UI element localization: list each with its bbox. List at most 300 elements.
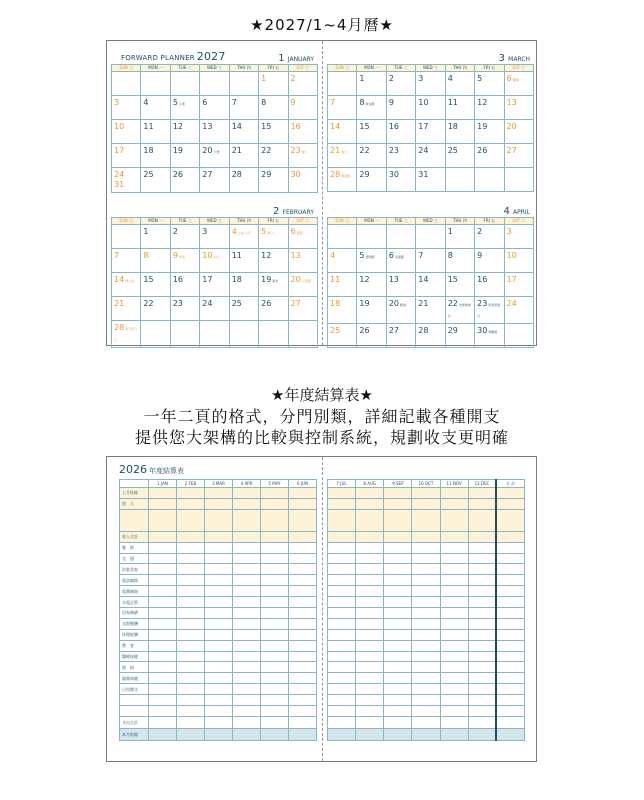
amount-cell[interactable] <box>261 509 289 531</box>
amount-cell[interactable] <box>496 651 524 662</box>
amount-cell[interactable] <box>468 608 496 619</box>
amount-cell[interactable] <box>177 553 205 564</box>
amount-cell[interactable] <box>328 716 356 728</box>
amount-cell[interactable] <box>468 640 496 651</box>
amount-cell[interactable] <box>468 575 496 586</box>
amount-cell[interactable] <box>233 608 261 619</box>
amount-cell[interactable] <box>205 597 233 608</box>
day-number: 22 <box>447 299 458 308</box>
annual-summary-spread <box>106 456 537 762</box>
amount-cell[interactable] <box>261 728 289 740</box>
day-cell <box>170 168 199 193</box>
amount-cell[interactable] <box>177 608 205 619</box>
amount-cell[interactable] <box>468 662 496 673</box>
day-cell <box>357 273 386 297</box>
amount-cell[interactable] <box>356 706 384 717</box>
weekday-header: SUN 日 <box>328 218 357 225</box>
amount-cell[interactable] <box>356 586 384 597</box>
amount-cell[interactable] <box>356 608 384 619</box>
amount-cell[interactable] <box>384 498 412 509</box>
amount-cell[interactable] <box>149 629 177 640</box>
amount-cell[interactable] <box>177 509 205 531</box>
amount-cell[interactable] <box>440 695 468 706</box>
amount-cell[interactable] <box>233 706 261 717</box>
amount-cell[interactable] <box>289 728 317 740</box>
amount-cell[interactable] <box>177 706 205 717</box>
amount-cell[interactable] <box>205 706 233 717</box>
week-row <box>328 249 534 273</box>
amount-cell[interactable] <box>261 531 289 542</box>
amount-cell[interactable] <box>496 673 524 684</box>
amount-cell[interactable] <box>177 673 205 684</box>
amount-cell[interactable] <box>328 564 356 575</box>
amount-cell[interactable] <box>328 531 356 542</box>
amount-cell[interactable] <box>328 553 356 564</box>
amount-cell[interactable] <box>356 662 384 673</box>
amount-cell[interactable] <box>177 728 205 740</box>
amount-cell[interactable] <box>233 684 261 695</box>
amount-cell[interactable] <box>412 553 440 564</box>
amount-cell[interactable] <box>261 586 289 597</box>
amount-cell[interactable] <box>261 695 289 706</box>
amount-cell[interactable] <box>356 498 384 509</box>
amount-cell[interactable] <box>289 662 317 673</box>
amount-cell[interactable] <box>233 564 261 575</box>
amount-cell[interactable] <box>289 684 317 695</box>
amount-cell[interactable] <box>261 640 289 651</box>
amount-cell[interactable] <box>149 509 177 531</box>
amount-cell[interactable] <box>468 553 496 564</box>
amount-cell[interactable] <box>205 651 233 662</box>
amount-cell[interactable] <box>205 498 233 509</box>
amount-cell[interactable] <box>384 586 412 597</box>
amount-cell[interactable] <box>328 662 356 673</box>
amount-cell[interactable] <box>468 586 496 597</box>
amount-cell[interactable] <box>440 531 468 542</box>
amount-cell[interactable] <box>328 695 356 706</box>
amount-cell[interactable] <box>328 640 356 651</box>
amount-cell[interactable] <box>412 629 440 640</box>
amount-cell[interactable] <box>356 651 384 662</box>
amount-cell[interactable] <box>261 553 289 564</box>
amount-cell[interactable] <box>289 597 317 608</box>
amount-cell[interactable] <box>384 651 412 662</box>
amount-cell[interactable] <box>328 575 356 586</box>
amount-cell[interactable] <box>496 706 524 717</box>
amount-cell[interactable] <box>177 531 205 542</box>
amount-cell[interactable] <box>261 684 289 695</box>
amount-cell[interactable] <box>261 542 289 553</box>
amount-cell[interactable] <box>384 695 412 706</box>
amount-cell[interactable] <box>356 640 384 651</box>
amount-cell[interactable] <box>496 640 524 651</box>
amount-cell[interactable] <box>356 684 384 695</box>
amount-cell[interactable] <box>384 575 412 586</box>
amount-cell[interactable] <box>468 509 496 531</box>
amount-cell[interactable] <box>440 640 468 651</box>
amount-cell[interactable] <box>384 608 412 619</box>
amount-cell[interactable] <box>356 542 384 553</box>
amount-cell[interactable] <box>496 509 524 531</box>
amount-cell[interactable] <box>440 684 468 695</box>
amount-cell[interactable] <box>233 531 261 542</box>
amount-cell[interactable] <box>149 553 177 564</box>
amount-cell[interactable] <box>412 651 440 662</box>
amount-cell[interactable] <box>149 608 177 619</box>
amount-cell[interactable] <box>149 673 177 684</box>
amount-cell[interactable] <box>412 716 440 728</box>
amount-cell[interactable] <box>177 575 205 586</box>
amount-cell[interactable] <box>356 629 384 640</box>
amount-cell[interactable] <box>384 564 412 575</box>
day-note: 世界地球日 <box>447 303 471 318</box>
amount-cell[interactable] <box>149 706 177 717</box>
amount-cell[interactable] <box>496 597 524 608</box>
amount-cell[interactable] <box>233 488 261 499</box>
amount-cell[interactable] <box>233 597 261 608</box>
amount-cell[interactable] <box>205 608 233 619</box>
category-label: 支出合計 <box>120 716 149 728</box>
amount-cell[interactable] <box>289 706 317 717</box>
amount-cell[interactable] <box>356 728 384 740</box>
amount-cell[interactable] <box>496 498 524 509</box>
amount-cell[interactable] <box>261 608 289 619</box>
amount-cell[interactable] <box>412 509 440 531</box>
amount-cell[interactable] <box>440 586 468 597</box>
amount-cell[interactable] <box>468 542 496 553</box>
amount-cell[interactable] <box>468 651 496 662</box>
amount-cell[interactable] <box>412 542 440 553</box>
amount-cell[interactable] <box>177 684 205 695</box>
amount-cell[interactable] <box>412 728 440 740</box>
amount-cell[interactable] <box>328 542 356 553</box>
amount-cell[interactable] <box>412 531 440 542</box>
amount-cell[interactable] <box>496 542 524 553</box>
amount-cell[interactable] <box>412 673 440 684</box>
amount-cell[interactable] <box>440 553 468 564</box>
amount-cell[interactable] <box>289 498 317 509</box>
amount-cell[interactable] <box>205 553 233 564</box>
amount-cell[interactable] <box>205 542 233 553</box>
amount-cell[interactable] <box>440 629 468 640</box>
amount-cell[interactable] <box>177 618 205 629</box>
amount-cell[interactable] <box>384 509 412 531</box>
amount-cell[interactable] <box>412 618 440 629</box>
amount-cell[interactable] <box>149 542 177 553</box>
amount-cell[interactable] <box>440 716 468 728</box>
amount-cell[interactable] <box>233 640 261 651</box>
amount-cell[interactable] <box>384 684 412 695</box>
amount-cell[interactable] <box>289 542 317 553</box>
amount-cell[interactable] <box>289 695 317 706</box>
amount-cell[interactable] <box>289 618 317 629</box>
amount-cell[interactable] <box>384 706 412 717</box>
amount-cell[interactable] <box>177 542 205 553</box>
amount-cell[interactable] <box>328 706 356 717</box>
amount-cell[interactable] <box>496 716 524 728</box>
amount-cell[interactable] <box>289 575 317 586</box>
amount-cell[interactable] <box>496 488 524 499</box>
amount-cell[interactable] <box>177 651 205 662</box>
amount-cell[interactable] <box>149 488 177 499</box>
amount-cell[interactable] <box>289 564 317 575</box>
amount-cell[interactable] <box>149 695 177 706</box>
amount-cell[interactable] <box>496 618 524 629</box>
amount-cell[interactable] <box>289 531 317 542</box>
amount-cell[interactable] <box>233 586 261 597</box>
amount-cell[interactable] <box>356 564 384 575</box>
amount-cell[interactable] <box>233 629 261 640</box>
amount-cell[interactable] <box>328 509 356 531</box>
amount-cell[interactable] <box>328 629 356 640</box>
amount-cell[interactable] <box>356 575 384 586</box>
amount-cell[interactable] <box>233 662 261 673</box>
amount-cell[interactable] <box>384 640 412 651</box>
amount-cell[interactable] <box>205 673 233 684</box>
amount-cell[interactable] <box>412 498 440 509</box>
amount-cell[interactable] <box>440 706 468 717</box>
amount-cell[interactable] <box>356 618 384 629</box>
amount-cell[interactable] <box>149 618 177 629</box>
amount-cell[interactable] <box>177 662 205 673</box>
amount-cell[interactable] <box>356 488 384 499</box>
amount-cell[interactable] <box>261 618 289 629</box>
day-number: 18 <box>231 275 242 284</box>
amount-cell[interactable] <box>205 531 233 542</box>
amount-cell[interactable] <box>468 706 496 717</box>
amount-cell[interactable] <box>261 488 289 499</box>
amount-cell[interactable] <box>384 662 412 673</box>
amount-cell[interactable] <box>440 542 468 553</box>
amount-cell[interactable] <box>289 673 317 684</box>
amount-cell[interactable] <box>412 706 440 717</box>
amount-cell[interactable] <box>149 640 177 651</box>
amount-cell[interactable] <box>328 597 356 608</box>
amount-cell[interactable] <box>177 716 205 728</box>
amount-cell[interactable] <box>149 575 177 586</box>
amount-cell[interactable] <box>261 673 289 684</box>
amount-cell[interactable] <box>412 640 440 651</box>
amount-cell[interactable] <box>233 618 261 629</box>
amount-cell[interactable] <box>261 629 289 640</box>
amount-cell[interactable] <box>328 618 356 629</box>
amount-cell[interactable] <box>289 553 317 564</box>
amount-cell[interactable] <box>289 509 317 531</box>
amount-cell[interactable] <box>384 542 412 553</box>
amount-cell[interactable] <box>328 608 356 619</box>
amount-cell[interactable] <box>496 608 524 619</box>
amount-cell[interactable] <box>233 651 261 662</box>
amount-cell[interactable] <box>356 695 384 706</box>
amount-cell[interactable] <box>149 716 177 728</box>
amount-cell[interactable] <box>496 564 524 575</box>
amount-cell[interactable] <box>149 684 177 695</box>
amount-cell[interactable] <box>496 531 524 542</box>
amount-cell[interactable] <box>468 618 496 629</box>
amount-cell[interactable] <box>384 488 412 499</box>
amount-cell[interactable] <box>356 531 384 542</box>
amount-cell[interactable] <box>233 509 261 531</box>
amount-cell[interactable] <box>468 597 496 608</box>
amount-cell[interactable] <box>261 498 289 509</box>
amount-cell[interactable] <box>496 695 524 706</box>
amount-cell[interactable] <box>328 498 356 509</box>
amount-cell[interactable] <box>149 531 177 542</box>
amount-cell[interactable] <box>496 728 524 740</box>
amount-cell[interactable] <box>205 640 233 651</box>
amount-cell[interactable] <box>384 728 412 740</box>
amount-cell[interactable] <box>289 716 317 728</box>
amount-cell[interactable] <box>233 553 261 564</box>
day-note: 清明節 <box>365 255 375 259</box>
amount-cell[interactable] <box>496 586 524 597</box>
amount-cell[interactable] <box>149 728 177 740</box>
amount-cell[interactable] <box>205 564 233 575</box>
amount-cell[interactable] <box>233 716 261 728</box>
amount-cell[interactable] <box>440 564 468 575</box>
amount-cell[interactable] <box>384 553 412 564</box>
amount-cell[interactable] <box>468 728 496 740</box>
amount-cell[interactable] <box>289 651 317 662</box>
amount-cell[interactable] <box>328 673 356 684</box>
amount-cell[interactable] <box>412 575 440 586</box>
amount-cell[interactable] <box>496 662 524 673</box>
amount-cell[interactable] <box>289 629 317 640</box>
amount-cell[interactable] <box>205 695 233 706</box>
amount-cell[interactable] <box>205 618 233 629</box>
amount-cell[interactable] <box>261 651 289 662</box>
day-number: 23 <box>477 299 488 308</box>
amount-cell[interactable] <box>177 640 205 651</box>
amount-cell[interactable] <box>468 498 496 509</box>
amount-cell[interactable] <box>328 586 356 597</box>
amount-cell[interactable] <box>328 728 356 740</box>
amount-cell[interactable] <box>412 586 440 597</box>
amount-cell[interactable] <box>261 706 289 717</box>
amount-cell[interactable] <box>440 597 468 608</box>
amount-cell[interactable] <box>261 575 289 586</box>
amount-cell[interactable] <box>384 716 412 728</box>
amount-cell[interactable] <box>356 673 384 684</box>
amount-cell[interactable] <box>149 564 177 575</box>
amount-cell[interactable] <box>177 695 205 706</box>
amount-cell[interactable] <box>177 488 205 499</box>
amount-cell[interactable] <box>205 662 233 673</box>
amount-cell[interactable] <box>233 542 261 553</box>
amount-cell[interactable] <box>233 498 261 509</box>
amount-cell[interactable] <box>233 673 261 684</box>
amount-cell[interactable] <box>440 651 468 662</box>
amount-cell[interactable] <box>468 531 496 542</box>
amount-cell[interactable] <box>496 575 524 586</box>
amount-cell[interactable] <box>205 728 233 740</box>
amount-cell[interactable] <box>496 629 524 640</box>
amount-cell[interactable] <box>177 564 205 575</box>
amount-cell[interactable] <box>261 716 289 728</box>
amount-cell[interactable] <box>289 640 317 651</box>
amount-cell[interactable] <box>440 728 468 740</box>
amount-cell[interactable] <box>468 695 496 706</box>
amount-cell[interactable] <box>468 716 496 728</box>
amount-cell[interactable] <box>205 509 233 531</box>
amount-cell[interactable] <box>261 662 289 673</box>
amount-cell[interactable] <box>205 575 233 586</box>
amount-cell[interactable] <box>384 597 412 608</box>
amount-cell[interactable] <box>468 673 496 684</box>
amount-cell[interactable] <box>205 488 233 499</box>
amount-cell[interactable] <box>261 564 289 575</box>
amount-cell[interactable] <box>440 662 468 673</box>
amount-cell[interactable] <box>149 651 177 662</box>
amount-cell[interactable] <box>440 498 468 509</box>
amount-cell[interactable] <box>468 564 496 575</box>
amount-cell[interactable] <box>440 509 468 531</box>
amount-cell[interactable] <box>289 586 317 597</box>
amount-cell[interactable] <box>328 684 356 695</box>
spine-divider <box>322 41 323 345</box>
amount-cell[interactable] <box>149 498 177 509</box>
amount-cell[interactable] <box>233 728 261 740</box>
amount-cell[interactable] <box>177 498 205 509</box>
amount-cell[interactable] <box>177 629 205 640</box>
amount-cell[interactable] <box>177 597 205 608</box>
amount-cell[interactable] <box>149 597 177 608</box>
amount-cell[interactable] <box>205 716 233 728</box>
amount-cell[interactable] <box>412 684 440 695</box>
amount-cell[interactable] <box>412 597 440 608</box>
amount-cell[interactable] <box>384 629 412 640</box>
amount-cell[interactable] <box>149 662 177 673</box>
amount-cell[interactable] <box>412 695 440 706</box>
amount-cell[interactable] <box>468 684 496 695</box>
amount-cell[interactable] <box>496 553 524 564</box>
amount-cell[interactable] <box>261 597 289 608</box>
amount-cell[interactable] <box>328 488 356 499</box>
amount-cell[interactable] <box>412 564 440 575</box>
amount-cell[interactable] <box>384 531 412 542</box>
amount-cell[interactable] <box>384 673 412 684</box>
amount-cell[interactable] <box>440 488 468 499</box>
amount-cell[interactable] <box>356 553 384 564</box>
amount-cell[interactable] <box>412 488 440 499</box>
amount-cell[interactable] <box>468 629 496 640</box>
amount-cell[interactable] <box>496 684 524 695</box>
amount-cell[interactable] <box>289 488 317 499</box>
amount-cell[interactable] <box>468 488 496 499</box>
amount-cell[interactable] <box>412 608 440 619</box>
amount-cell[interactable] <box>356 597 384 608</box>
amount-cell[interactable] <box>289 608 317 619</box>
amount-cell[interactable] <box>440 608 468 619</box>
amount-cell[interactable] <box>440 673 468 684</box>
amount-cell[interactable] <box>233 575 261 586</box>
amount-cell[interactable] <box>356 509 384 531</box>
amount-cell[interactable] <box>205 684 233 695</box>
amount-cell[interactable] <box>412 662 440 673</box>
amount-cell[interactable] <box>149 586 177 597</box>
category-label: 電話網路 <box>120 575 149 586</box>
amount-cell[interactable] <box>233 695 261 706</box>
amount-cell[interactable] <box>384 618 412 629</box>
amount-cell[interactable] <box>356 716 384 728</box>
amount-cell[interactable] <box>440 618 468 629</box>
amount-cell[interactable] <box>177 586 205 597</box>
amount-cell[interactable] <box>328 651 356 662</box>
amount-cell[interactable] <box>205 586 233 597</box>
day-cell <box>141 96 170 120</box>
amount-cell[interactable] <box>205 629 233 640</box>
amount-cell[interactable] <box>440 575 468 586</box>
